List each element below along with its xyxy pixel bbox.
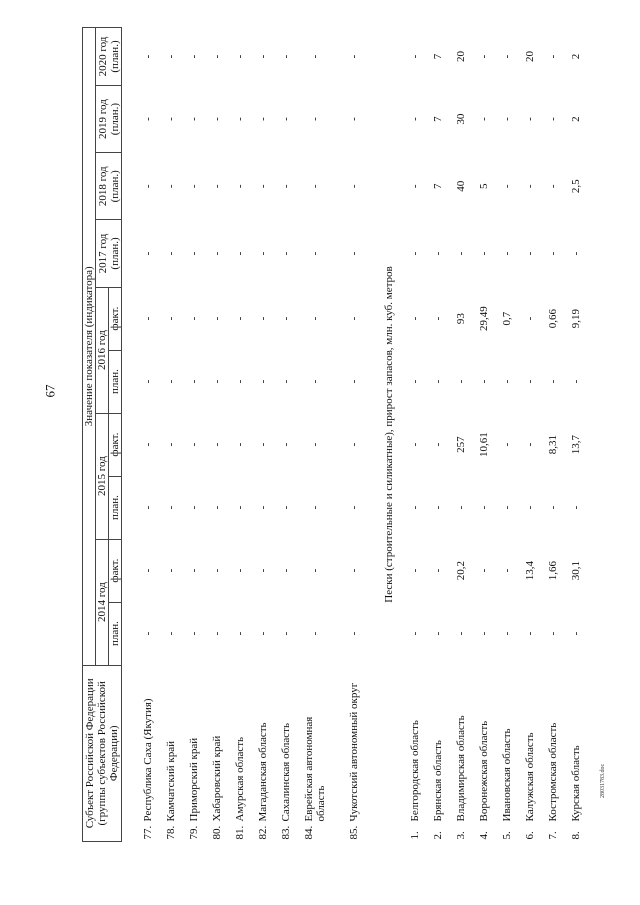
value-cell: - — [141, 379, 154, 384]
header-2014: 2014 год — [96, 539, 109, 665]
value-cell: - — [408, 631, 421, 636]
value-cell: - — [431, 251, 444, 256]
value-cell: - — [546, 251, 559, 256]
value-cell: - — [233, 251, 246, 256]
value-cell: - — [523, 379, 536, 384]
table-row — [403, 28, 426, 842]
value-cell: - — [477, 505, 490, 510]
region-cell — [518, 665, 541, 841]
value-cell: - — [141, 442, 154, 447]
table-body — [122, 28, 588, 842]
value-cell: - — [210, 379, 223, 384]
table-row — [426, 28, 449, 842]
header-fact: факт. — [109, 539, 122, 602]
table-row — [297, 28, 333, 842]
value-cell: - — [309, 442, 321, 447]
region-name: Амурская область — [233, 736, 246, 822]
value-cell: - — [210, 631, 223, 636]
value-cell: 257 — [454, 436, 467, 453]
value-cell: - — [141, 631, 154, 636]
row-number: 80. — [210, 825, 223, 840]
value-cell: - — [569, 631, 582, 636]
value-cell: - — [546, 117, 559, 121]
value-cell: - — [210, 251, 223, 256]
value-cell: 0,7 — [500, 311, 513, 326]
value-cell: - — [500, 251, 513, 256]
page-number: 67 — [42, 384, 57, 398]
value-cell: - — [546, 54, 559, 59]
value-cell: - — [279, 631, 292, 636]
value-cell: - — [500, 631, 513, 636]
region-cell — [251, 665, 274, 841]
region-cell — [274, 665, 297, 841]
row-number: 85. — [348, 825, 360, 840]
value-cell: - — [309, 631, 321, 636]
region-name: Костромская область — [546, 722, 559, 822]
row-number: 4. — [477, 831, 490, 840]
row-number: 82. — [256, 825, 269, 840]
region-cell — [495, 665, 518, 841]
value-cell: - — [500, 505, 513, 510]
value-cell: - — [187, 442, 200, 447]
value-cell: - — [187, 251, 200, 256]
header-2019: 2019 год (план.) — [96, 85, 122, 152]
table-row — [449, 28, 472, 842]
value-cell: 20 — [523, 50, 536, 62]
region-cell — [564, 665, 587, 841]
table-row — [472, 28, 495, 842]
value-cell: - — [348, 631, 360, 636]
value-cell: - — [454, 631, 467, 636]
value-cell: - — [233, 568, 246, 573]
value-cell: - — [256, 505, 269, 510]
value-cell: - — [309, 184, 321, 189]
region-name: Калужская область — [523, 732, 536, 822]
value-cell: - — [408, 568, 421, 573]
value-cell: 93 — [454, 313, 467, 325]
value-cell: - — [348, 505, 360, 510]
value-cell: - — [141, 184, 154, 189]
value-cell: - — [279, 117, 292, 121]
value-cell: - — [279, 251, 292, 256]
table-row — [136, 28, 159, 842]
region-name: Воронежская область — [477, 720, 490, 822]
value-cell: - — [477, 568, 490, 573]
value-cell: - — [210, 184, 223, 189]
table-row — [274, 28, 297, 842]
value-cell: - — [187, 54, 200, 59]
value-cell: - — [256, 251, 269, 256]
value-cell: - — [256, 117, 269, 121]
value-cell: - — [454, 379, 467, 384]
table-row — [251, 28, 274, 842]
value-cell: - — [523, 505, 536, 510]
value-cell: - — [431, 631, 444, 636]
value-cell: - — [164, 251, 177, 256]
value-cell: - — [279, 442, 292, 447]
value-cell: - — [408, 184, 421, 189]
value-cell: - — [348, 379, 360, 384]
value-cell: - — [348, 117, 360, 121]
value-cell: - — [500, 117, 513, 121]
value-cell: - — [233, 316, 246, 321]
row-number: 5. — [500, 831, 513, 840]
value-cell: - — [431, 316, 444, 321]
value-cell: - — [408, 379, 421, 384]
region-name: Владимирская область — [454, 715, 467, 822]
value-cell: - — [408, 442, 421, 447]
value-cell: - — [141, 568, 154, 573]
value-cell: - — [187, 631, 200, 636]
value-cell: - — [500, 568, 513, 573]
value-cell: - — [187, 379, 200, 384]
region-cell — [228, 665, 251, 841]
value-cell: - — [256, 631, 269, 636]
region-name: Брянская область — [431, 740, 444, 822]
value-cell: - — [233, 184, 246, 189]
value-cell: - — [408, 54, 421, 59]
indicator-table — [82, 27, 587, 842]
value-cell: - — [454, 251, 467, 256]
value-cell: - — [164, 54, 177, 59]
region-name: Магаданская область — [256, 722, 269, 822]
value-cell: - — [210, 568, 223, 573]
header-2017: 2017 год (план.) — [96, 220, 122, 287]
table-row — [159, 28, 182, 842]
header-subject: Субъект Российской Федерации (группы субъектов Российской Федерации) — [83, 665, 122, 841]
region-cell — [403, 665, 426, 841]
section-title: Пески (строительные и силикатные), прирост запасов, млн. куб. метров — [383, 266, 395, 603]
value-cell: - — [309, 117, 321, 121]
region-cell — [426, 665, 449, 841]
value-cell: - — [500, 442, 513, 447]
header-2020: 2020 год (план.) — [96, 28, 122, 86]
value-cell: - — [431, 505, 444, 510]
value-cell: - — [546, 379, 559, 384]
header-fact: факт. — [109, 413, 122, 476]
value-cell: - — [233, 117, 246, 121]
value-cell: - — [164, 117, 177, 121]
row-number: 77. — [141, 825, 154, 840]
region-cell — [449, 665, 472, 841]
row-number: 2. — [431, 831, 444, 840]
table-row — [205, 28, 228, 842]
region-name: Белгородская область — [408, 720, 421, 822]
table-row — [228, 28, 251, 842]
value-cell: 5 — [477, 183, 490, 190]
value-cell: - — [187, 505, 200, 510]
row-number: 3. — [454, 831, 467, 840]
value-cell: - — [279, 379, 292, 384]
value-cell: - — [141, 251, 154, 256]
indicator-table-frame — [82, 27, 582, 842]
value-cell: - — [164, 568, 177, 573]
value-cell: 2,5 — [569, 179, 582, 194]
value-cell: - — [233, 505, 246, 510]
region-name: Сахалинская область — [279, 723, 292, 822]
value-cell: - — [164, 442, 177, 447]
value-cell: - — [431, 379, 444, 384]
value-cell: 7 — [431, 183, 444, 190]
table-row — [495, 28, 518, 842]
region-cell — [136, 665, 159, 841]
value-cell: - — [141, 505, 154, 510]
value-cell: - — [164, 505, 177, 510]
value-cell: - — [408, 316, 421, 321]
row-number: 8. — [569, 831, 582, 840]
table-row — [182, 28, 205, 842]
value-cell: 40 — [454, 180, 467, 192]
value-cell: - — [279, 184, 292, 189]
value-cell: 10,61 — [477, 432, 490, 457]
region-name: Чукотский автономный округ — [348, 682, 360, 822]
value-cell: - — [256, 316, 269, 321]
region-name: Республика Саха (Якутия) — [141, 698, 154, 822]
value-cell: 0,66 — [546, 308, 559, 329]
value-cell: 7 — [431, 53, 444, 60]
value-cell: - — [431, 442, 444, 447]
value-cell: - — [477, 631, 490, 636]
value-cell: - — [256, 442, 269, 447]
footer-doc-id: 28031783.doc — [600, 763, 606, 798]
value-cell: - — [141, 117, 154, 121]
value-cell: - — [569, 379, 582, 384]
value-cell: - — [546, 505, 559, 510]
region-cell — [205, 665, 228, 841]
region-name: Еврейская автономная область — [303, 716, 327, 822]
value-cell: - — [309, 54, 321, 59]
value-cell: - — [348, 568, 360, 573]
value-cell: 8,31 — [546, 434, 559, 455]
value-cell: 13,7 — [569, 434, 582, 455]
value-cell: - — [164, 316, 177, 321]
region-name: Камчатский край — [164, 741, 177, 822]
value-cell: 30,1 — [569, 560, 582, 581]
value-cell: - — [256, 184, 269, 189]
value-cell: - — [309, 251, 321, 256]
value-cell: - — [477, 251, 490, 256]
row-number: 79. — [187, 825, 200, 840]
value-cell: - — [256, 379, 269, 384]
value-cell: - — [210, 117, 223, 121]
value-cell: - — [233, 54, 246, 59]
value-cell: - — [477, 117, 490, 121]
value-cell: - — [164, 379, 177, 384]
value-cell: - — [523, 442, 536, 447]
value-cell: - — [210, 316, 223, 321]
value-cell: 1,66 — [546, 560, 559, 581]
value-cell: - — [523, 184, 536, 189]
value-cell: - — [523, 316, 536, 321]
value-cell: - — [233, 442, 246, 447]
value-cell: - — [546, 184, 559, 189]
header-2016: 2016 год — [96, 287, 109, 413]
value-cell: - — [210, 505, 223, 510]
value-cell: 2 — [569, 116, 582, 122]
row-number: 84. — [303, 825, 315, 840]
value-cell: - — [500, 54, 513, 59]
value-cell: - — [164, 184, 177, 189]
value-cell: - — [187, 117, 200, 121]
value-cell: - — [187, 184, 200, 189]
region-cell — [182, 665, 205, 841]
table-row — [564, 28, 587, 842]
header-2015: 2015 год — [96, 413, 109, 539]
table-header — [83, 28, 122, 842]
value-cell: - — [141, 54, 154, 59]
value-cell: - — [454, 505, 467, 510]
value-cell: - — [500, 379, 513, 384]
section-row — [375, 28, 403, 842]
value-cell: - — [523, 117, 536, 121]
value-cell: - — [256, 568, 269, 573]
header-indicator: Значение показателя (индикатора) — [83, 28, 96, 666]
value-cell: - — [348, 442, 360, 447]
value-cell: - — [408, 505, 421, 510]
value-cell: 20 — [454, 50, 467, 62]
value-cell: - — [348, 251, 360, 256]
row-number: 83. — [279, 825, 292, 840]
value-cell: - — [233, 379, 246, 384]
header-2018: 2018 год (план.) — [96, 153, 122, 220]
value-cell: - — [279, 316, 292, 321]
header-fact: факт. — [109, 287, 122, 350]
value-cell: - — [187, 568, 200, 573]
row-number: 6. — [523, 831, 536, 840]
value-cell: - — [348, 54, 360, 59]
region-name: Ивановская область — [500, 728, 513, 822]
value-cell: - — [309, 568, 321, 573]
region-cell — [472, 665, 495, 841]
value-cell: - — [164, 631, 177, 636]
region-cell — [159, 665, 182, 841]
value-cell: - — [210, 442, 223, 447]
value-cell: - — [309, 316, 321, 321]
region-cell — [297, 665, 333, 841]
row-number: 78. — [164, 825, 177, 840]
value-cell: - — [569, 251, 582, 256]
value-cell: - — [523, 631, 536, 636]
value-cell: - — [431, 568, 444, 573]
value-cell: - — [348, 316, 360, 321]
value-cell: 9,19 — [569, 308, 582, 329]
value-cell: - — [141, 316, 154, 321]
value-cell: - — [187, 316, 200, 321]
table-row — [518, 28, 541, 842]
value-cell: - — [309, 505, 321, 510]
value-cell: - — [500, 184, 513, 189]
value-cell: 2 — [569, 53, 582, 60]
value-cell: 20,2 — [454, 560, 467, 581]
value-cell: - — [279, 505, 292, 510]
value-cell: - — [546, 631, 559, 636]
value-cell: 7 — [431, 116, 444, 122]
header-plan: план. — [109, 602, 122, 665]
row-number: 81. — [233, 825, 246, 840]
row-number: 1. — [408, 831, 421, 840]
value-cell: - — [477, 54, 490, 59]
region-name: Приморский край — [187, 737, 200, 822]
value-cell: 13,4 — [523, 560, 536, 581]
value-cell: - — [477, 379, 490, 384]
value-cell: 30 — [454, 113, 467, 125]
value-cell: - — [256, 54, 269, 59]
value-cell: - — [279, 54, 292, 59]
header-plan: план. — [109, 476, 122, 539]
value-cell: - — [233, 631, 246, 636]
value-cell: - — [408, 117, 421, 121]
table-row — [333, 28, 375, 842]
value-cell: - — [523, 251, 536, 256]
value-cell: - — [309, 379, 321, 384]
region-cell — [333, 665, 375, 841]
value-cell: - — [408, 251, 421, 256]
value-cell: 29,49 — [477, 306, 490, 331]
value-cell: - — [348, 184, 360, 189]
row-number: 7. — [546, 831, 559, 840]
region-cell — [541, 665, 564, 841]
table-row — [541, 28, 564, 842]
region-name: Хабаровский край — [210, 735, 223, 822]
header-plan: план. — [109, 350, 122, 413]
value-cell: - — [279, 568, 292, 573]
region-name: Курская область — [569, 745, 582, 822]
value-cell: - — [569, 505, 582, 510]
value-cell: - — [210, 54, 223, 59]
